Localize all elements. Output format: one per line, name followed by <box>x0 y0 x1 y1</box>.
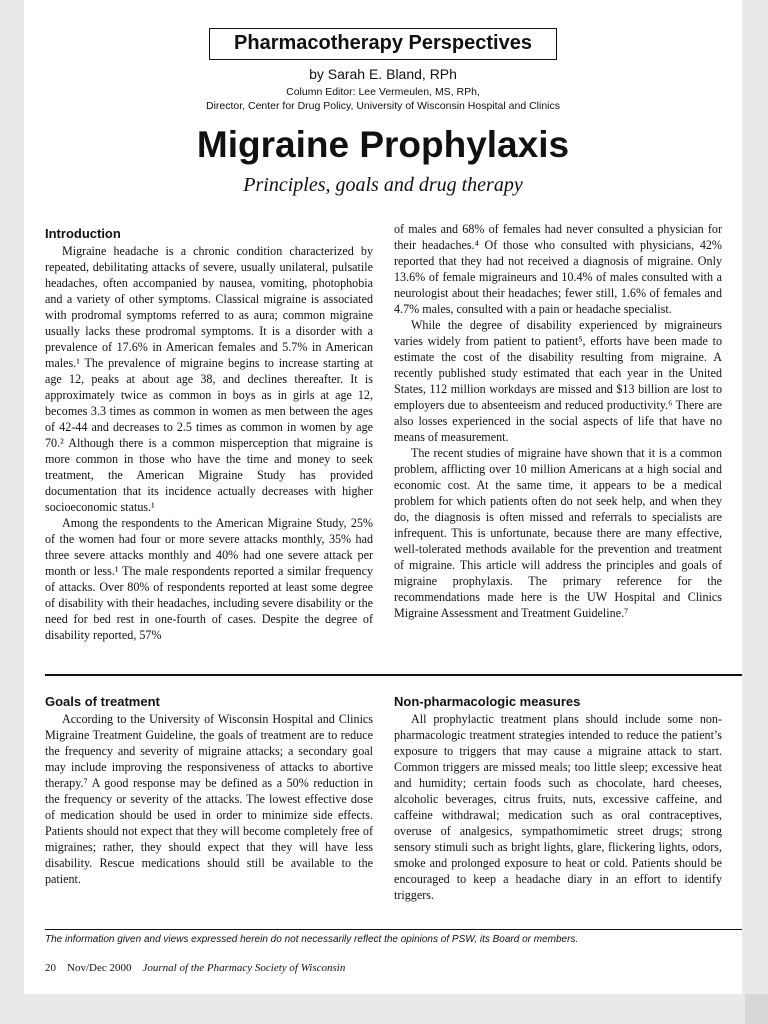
goals-paragraph: According to the University of Wisconsin Hospital and Clinics Migraine Treatment Guideline, the goals of treatment are to reduce the frequency and severity of migraine attacks; a secondary goal may include improving the responsiveness of attacks to abortive therapy.⁷ A good response may be defined as a 50% reduction in the frequency or severity of the attacks. The lowest effective dose of medication should be used in order to minimize side effects. Patients should not expect that they will become completely free of migraines; rather, they should expect that they will have less disability. Rescue medications should still be available to the patient. <box>45 712 373 886</box>
editor-line-2: Director, Center for Drug Policy, University of Wisconsin Hospital and Clinics <box>205 100 560 112</box>
intro-paragraph-3: While the degree of disability experienced by migraineurs varies widely from patient to patient⁵, efforts have been made to estimate the cost of the disability resulting from migraine. A recently published study estimated that each year in the United States, 112 million workdays are missed and $13 billion are lost to employers due to absenteeism and reduced productivity.⁶ There are also losses experienced in the social aspects of life that have no means of measurement. <box>394 318 722 444</box>
masthead: Pharmacotherapy Perspectives <box>209 28 557 60</box>
journal-name: Journal of the Pharmacy Society of Wisconsin <box>142 962 346 974</box>
section-divider <box>45 674 742 676</box>
article-title: Migraine Prophylaxis <box>196 124 570 165</box>
footer-divider <box>45 929 742 930</box>
issue-date: Nov/Dec 2000 <box>67 962 132 974</box>
intro-column-left <box>45 243 373 643</box>
goals-heading: Goals of treatment <box>45 694 160 709</box>
intro-column-right <box>394 221 722 621</box>
intro-paragraph-1: Migraine headache is a chronic condition characterized by repeated, debilitating attacks of severe, usually unilateral, pulsatile headaches, often accompanied by nausea, vomiting, photophobia and a variety of other symptoms. Classical migraine is associated with prodromal symptoms referred to as aura; common migraine usually lacks these prodromal symptoms. It is a disorder with a prevalence of 17.6% in American females and 5.7% in American males.¹ The prevalence of migraine begins to increase starting at age 12, peaks at about age 38, and declines thereafter. It is approximately twice as common in boys as in girls at age 12, becomes 3.3 times as common in women as men between the ages of 42-44 and decreases to 2.5 times as common in women by age 70.² Although there is a common misperception that migraine is more common in those who have the time and money to seek treatment, the American Migraine Study has provided documentation that its incidence actually decreases with higher socioeconomic status.¹ <box>45 244 373 514</box>
disclaimer: The information given and views expressed herein do not necessarily reflect the opinions of PSW, its Board or members. <box>45 934 579 945</box>
goals-column <box>45 711 373 887</box>
page-edge <box>745 994 768 1024</box>
nonpharm-paragraph: All prophylactic treatment plans should include some non-pharmacologic treatment strategies intended to reduce the patient’s exposure to triggers that may cause a migraine attack to start. Common triggers are missed meals; too little sleep; excessive heat and humidity; certain foods such as chocolate, hard cheeses, alcoholic beverages, citrus fruits, nuts, excessive caffeine, and caffeine withdrawal; medication such as oral contraceptives, overuse of analgesics, sympathomimetic street drugs; strong sensory stimuli such as bright lights, glare, flickering lights, odors, smoke and prolonged exposure to heat or cold. Patients should be encouraged to keep a headache diary in an effort to identify triggers. <box>394 712 722 902</box>
intro-heading: Introduction <box>45 226 121 241</box>
intro-paragraph-4: The recent studies of migraine have shown that it is a common problem, afflicting over 10 million Americans at a high social and economic cost. At the same time, it appears to be a medical problem for which patients often do not seek help, and when they do, the diagnosis is often missed and referrals to specialists are infrequent. This is unfortunate, because there are many effective, well-tolerated methods available for the prevention and treatment of migraine. This article will address the principles and goals of migraine prophylaxis. The primary reference for the recommendations made here is the UW Hospital and Clinics Migraine Assessment and Treatment Guideline.⁷ <box>394 446 722 620</box>
intro-paragraph-2-continued: of males and 68% of females had never consulted a physician for their headaches.⁴ Of those who consulted with physicians, 42% reported that they had not received a diagnosis of migraine. Only 13.6% of female migraineurs and 10.4% of males consulted with a neurologist about their headaches; fewer still, 1.6% of females and 4.7% males, consulted with a pain or headache specialist. <box>394 222 722 316</box>
nonpharm-heading: Non-pharmacologic measures <box>394 694 581 709</box>
page-footer <box>45 962 345 974</box>
intro-paragraph-2: Among the respondents to the American Migraine Study, 25% of the women had four or more severe attacks monthly, 35% had three severe attacks monthly and 40% had one severe attack per month or less.¹ The male respondents reported a similar frequency of attacks. Over 80% of respondents reported at least some degree of disability with their headaches, including severe disability or the need for bed rest in one-fourth of cases. Despite the degree of disability reported, 57% <box>45 516 373 642</box>
article-subtitle: Principles, goals and drug therapy <box>243 174 523 196</box>
byline: by Sarah E. Bland, RPh <box>309 66 457 82</box>
editor-line-1: Column Editor: Lee Vermeulen, MS, RPh, <box>286 86 480 98</box>
page <box>24 0 742 994</box>
nonpharm-column <box>394 711 722 903</box>
column-editor <box>24 85 742 113</box>
page-number: 20 <box>45 962 56 974</box>
